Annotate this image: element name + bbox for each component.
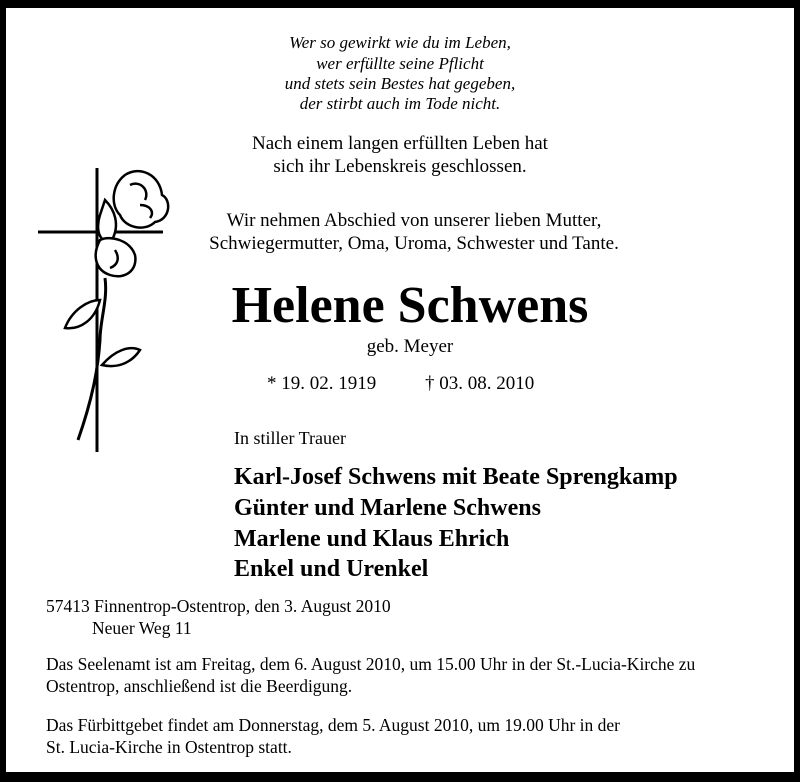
family-member: Karl-Josef Schwens mit Beate Sprengkamp xyxy=(234,464,678,490)
farewell-line: Schwiegermutter, Oma, Uroma, Schwester und Tante. xyxy=(209,233,619,254)
farewell-line: Wir nehmen Abschied von unserer lieben Mutter, xyxy=(226,210,602,231)
death-date: † 03. 08. 2010 xyxy=(425,373,535,394)
family-member: Marlene und Klaus Ehrich xyxy=(234,526,510,552)
intro-line: Nach einem langen erfüllten Leben hat xyxy=(252,133,548,154)
prayer-text: Das Fürbittgebet findet am Donnerstag, dem 5. August 2010, um 19.00 Uhr in der xyxy=(46,715,621,735)
address-line: Neuer Weg 11 xyxy=(92,618,192,638)
address-line: 57413 Finnentrop-Ostentrop, den 3. August 2010 xyxy=(46,596,391,616)
birth-date: * 19. 02. 1919 xyxy=(267,373,377,394)
poem-line: Wer so gewirkt wie du im Leben, xyxy=(289,33,511,52)
family-member: Günter und Marlene Schwens xyxy=(234,495,541,521)
prayer-text: St. Lucia-Kirche in Ostentrop statt. xyxy=(46,737,292,757)
family-member: Enkel und Urenkel xyxy=(234,556,429,582)
poem-line: und stets sein Bestes hat gegeben, xyxy=(284,74,516,93)
maiden-name: geb. Meyer xyxy=(366,336,454,357)
requiem-text: Ostentrop, anschließend ist die Beerdigung. xyxy=(46,676,353,696)
requiem-text: Das Seelenamt ist am Freitag, dem 6. August 2010, um 15.00 Uhr in der St.-Lucia-Kirche zu xyxy=(46,654,696,674)
mourning-label: In stiller Trauer xyxy=(234,428,346,448)
poem-line: wer erfüllte seine Pflicht xyxy=(316,54,484,73)
deceased-name: Helene Schwens xyxy=(231,277,589,334)
intro-line: sich ihr Lebenskreis geschlossen. xyxy=(273,156,527,177)
poem-line: der stirbt auch im Tode nicht. xyxy=(299,94,501,113)
